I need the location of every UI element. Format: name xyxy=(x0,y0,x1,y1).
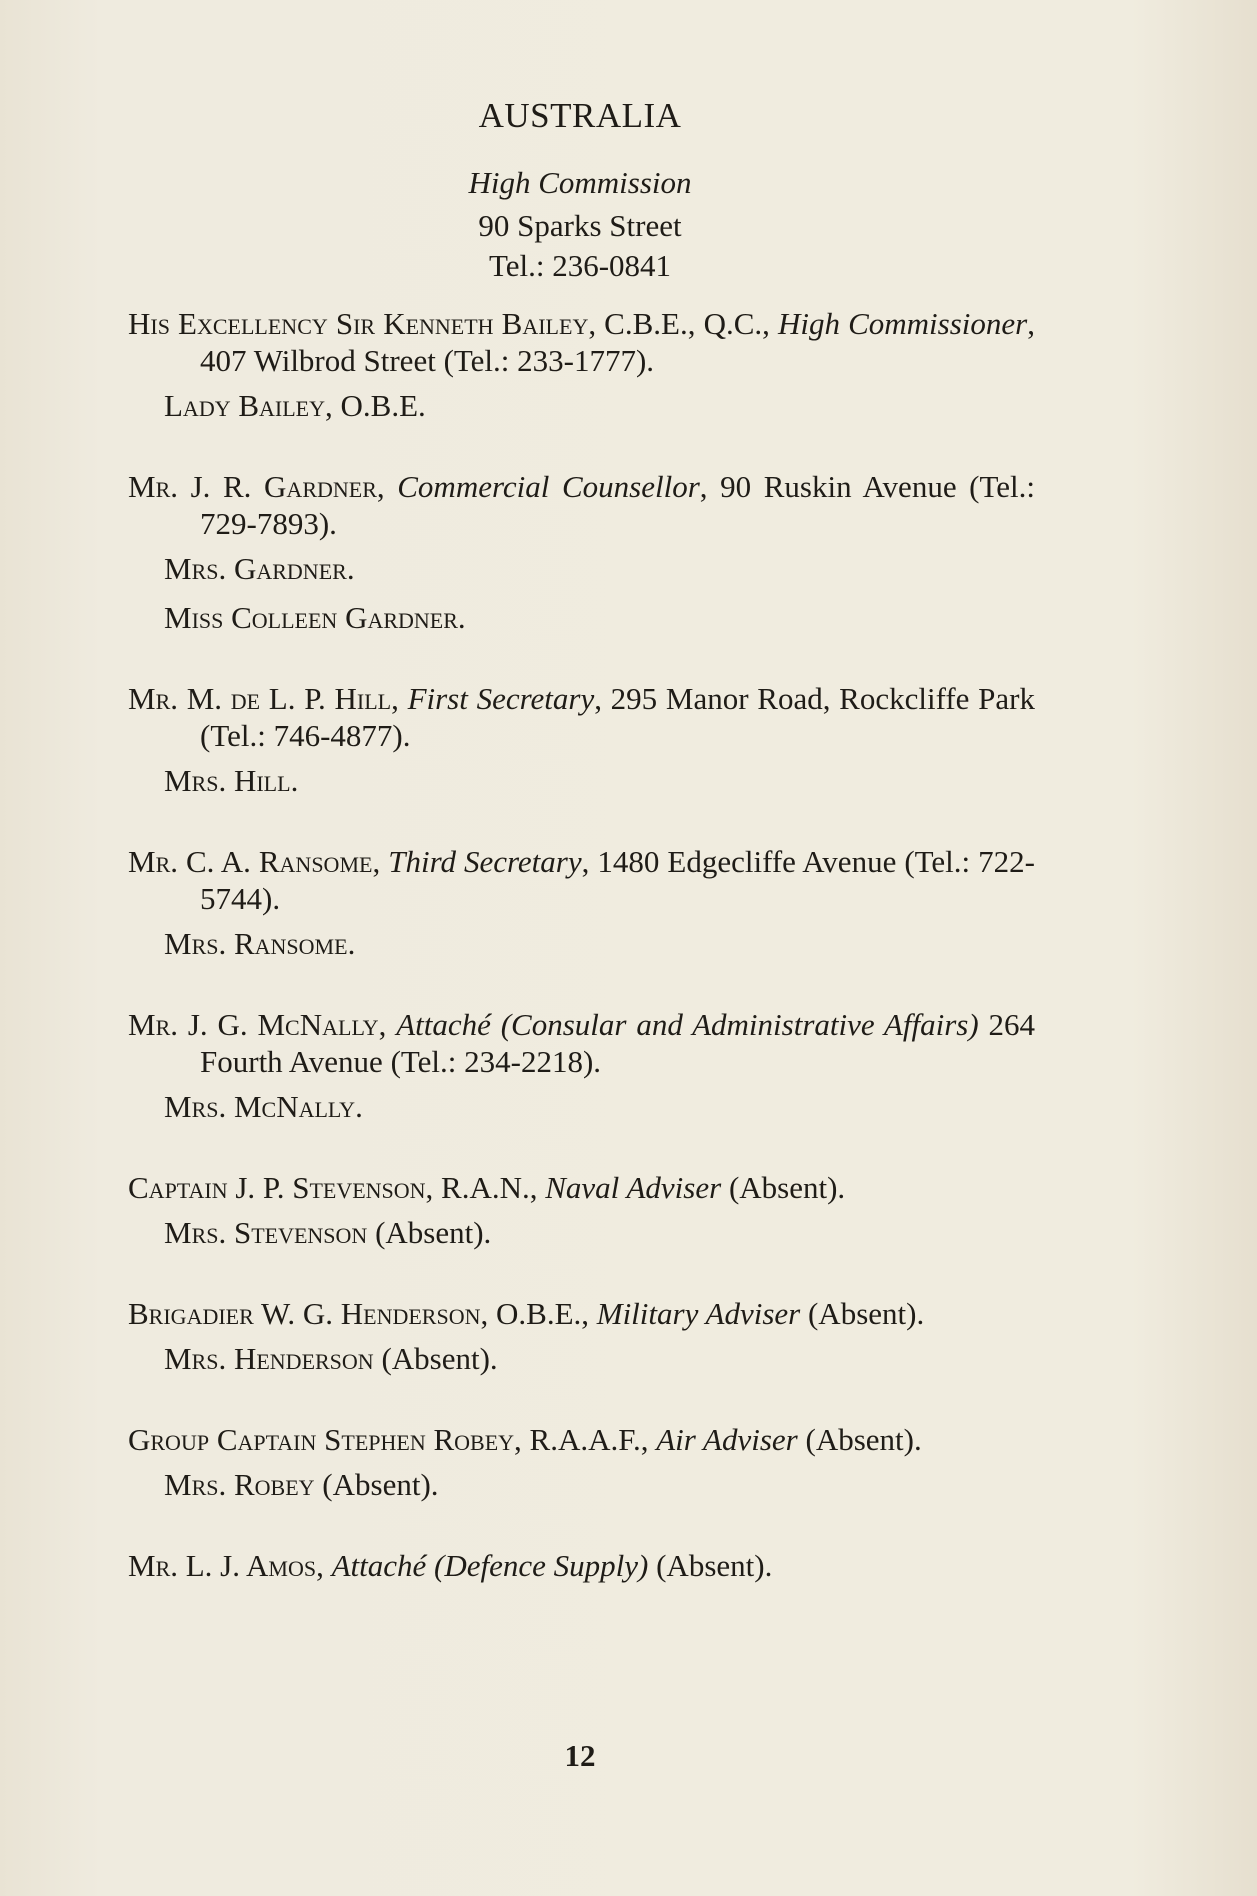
mission-telephone: Tel.: 236-0841 xyxy=(488,248,672,283)
family-member-line xyxy=(164,925,1035,962)
staff-honours: , R.A.A.F., xyxy=(514,1422,657,1457)
staff-entry-line xyxy=(128,305,1035,379)
staff-entry-line xyxy=(128,1547,1035,1584)
staff-name: Mr. L. J. Amos xyxy=(128,1548,317,1583)
staff-name: Mr. M. de L. P. Hill xyxy=(128,681,392,716)
staff-name: Mr. J. G. McNally xyxy=(128,1007,379,1042)
family-member-name: Mrs. Robey xyxy=(164,1467,315,1502)
staff-details: , 90 Ruskin Avenue (Tel.: 729-7893). xyxy=(200,469,1036,541)
staff-entry-line xyxy=(128,1006,1035,1080)
staff-entry xyxy=(128,1295,1035,1377)
staff-entry xyxy=(128,305,1035,424)
staff-details: (Absent). xyxy=(648,1548,773,1583)
staff-name: Group Captain Stephen Robey xyxy=(128,1422,515,1457)
staff-details: (Absent). xyxy=(800,1296,925,1331)
staff-title: Attaché (Consular and Administrative Affairs) xyxy=(396,1007,979,1042)
family-member-name: Mrs. Henderson xyxy=(164,1341,374,1376)
page-number: 12 xyxy=(564,1738,596,1773)
staff-details: , 1480 Edgecliffe Avenue (Tel.: 722-5744). xyxy=(200,844,1035,916)
mission-name: High Commission xyxy=(468,165,692,200)
family-member-line xyxy=(164,387,1035,424)
family-member-name: Lady Bailey xyxy=(164,388,326,423)
family-member-name: Mrs. Stevenson xyxy=(164,1215,368,1250)
staff-list xyxy=(128,305,1035,1628)
country-heading: AUSTRALIA xyxy=(478,96,682,135)
mission-address: 90 Sparks Street xyxy=(478,208,682,243)
staff-entry-line xyxy=(128,680,1035,754)
staff-honours: , xyxy=(391,681,408,716)
family-member-line xyxy=(164,1088,1035,1125)
family-member-suffix: . xyxy=(355,1089,363,1124)
family-member-suffix: , O.B.E. xyxy=(325,388,426,423)
family-member-line xyxy=(164,1466,1035,1503)
staff-title: Naval Adviser xyxy=(545,1170,722,1205)
staff-title: Attaché (Defence Supply) xyxy=(331,1548,649,1583)
staff-entry xyxy=(128,1169,1035,1251)
family-member-suffix: (Absent). xyxy=(367,1215,492,1250)
staff-entry xyxy=(128,468,1035,636)
staff-name: Mr. C. A. Ransome xyxy=(128,844,373,879)
staff-details: (Absent). xyxy=(797,1422,922,1457)
staff-honours: , xyxy=(376,469,398,504)
staff-title: First Secretary xyxy=(407,681,595,716)
staff-title: High Commissioner xyxy=(778,306,1028,341)
staff-entry-line xyxy=(128,843,1035,917)
family-member-suffix: . xyxy=(346,551,355,586)
family-member-name: Miss Colleen Gardner xyxy=(164,600,458,635)
staff-entry xyxy=(128,1547,1035,1584)
family-member-name: Mrs. Hill xyxy=(164,763,291,798)
staff-honours: , xyxy=(316,1548,332,1583)
family-member-name: Mrs. McNally xyxy=(164,1089,356,1124)
staff-title: Third Secretary xyxy=(388,844,582,879)
staff-honours: , C.B.E., Q.C., xyxy=(588,306,778,341)
staff-name: Captain J. P. Stevenson xyxy=(128,1170,426,1205)
staff-details: , 407 Wilbrod Street (Tel.: 233-1777). xyxy=(200,306,1035,378)
family-member-line xyxy=(164,1214,1035,1251)
family-member-suffix: . xyxy=(290,763,299,798)
staff-name: Brigadier W. G. Henderson xyxy=(128,1296,481,1331)
staff-details: , 295 Manor Road, Rockcliffe Park (Tel.: 746-4877). xyxy=(200,681,1035,753)
staff-entry-line xyxy=(128,1169,1035,1206)
staff-entry xyxy=(128,843,1035,962)
staff-entry-line xyxy=(128,468,1035,542)
family-member-suffix: . xyxy=(347,926,356,961)
family-member-line xyxy=(164,599,1035,636)
family-member-name: Mrs. Gardner xyxy=(164,551,347,586)
staff-entry xyxy=(128,680,1035,799)
family-member-line xyxy=(164,1340,1035,1377)
staff-title: Commercial Counsellor xyxy=(397,469,700,504)
staff-honours: , O.B.E., xyxy=(480,1296,597,1331)
staff-entry xyxy=(128,1006,1035,1125)
family-member-line xyxy=(164,762,1035,799)
staff-entry-line xyxy=(128,1421,1035,1458)
staff-honours: , R.A.N., xyxy=(425,1170,546,1205)
staff-entry xyxy=(128,1421,1035,1503)
family-member-suffix: (Absent). xyxy=(373,1341,498,1376)
staff-honours: , xyxy=(378,1007,397,1042)
staff-title: Military Adviser xyxy=(596,1296,801,1331)
staff-details: 264 Fourth Avenue (Tel.: 234-2218). xyxy=(200,1007,1036,1079)
staff-name: Mr. J. R. Gardner xyxy=(128,469,377,504)
family-member-line xyxy=(164,550,1035,587)
staff-name: His Excellency Sir Kenneth Bailey xyxy=(128,306,589,341)
family-member-suffix: . xyxy=(457,600,466,635)
family-member-suffix: (Absent). xyxy=(314,1467,439,1502)
staff-details: (Absent). xyxy=(721,1170,846,1205)
family-member-name: Mrs. Ransome xyxy=(164,926,348,961)
staff-honours: , xyxy=(372,844,389,879)
staff-title: Air Adviser xyxy=(656,1422,798,1457)
staff-entry-line xyxy=(128,1295,1035,1332)
